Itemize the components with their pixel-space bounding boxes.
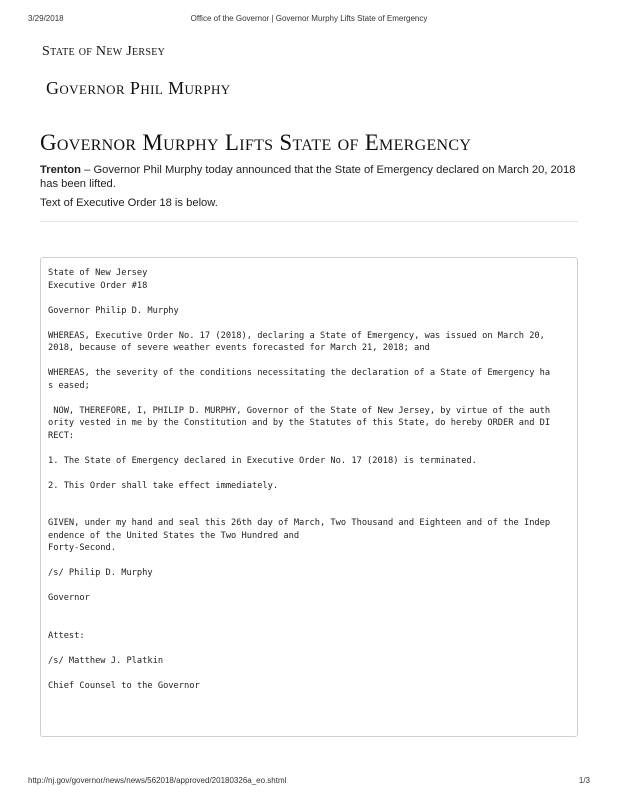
- order-line: 2. This Order shall take effect immediately.: [48, 480, 279, 491]
- executive-order-text-box: [40, 257, 578, 737]
- order-line: [48, 667, 570, 680]
- order-line: /s/ Philip D. Murphy: [48, 568, 153, 578]
- order-line: [48, 605, 570, 618]
- order-line: RECT:: [48, 430, 75, 441]
- article-lead: [40, 163, 580, 191]
- order-line: ority vested in me by the Constitution and by the Statutes of this State, do hereby ORDER and DI: [48, 418, 551, 428]
- order-line: [48, 555, 570, 568]
- order-line: [48, 392, 570, 405]
- order-line: WHEREAS, the severity of the conditions necessitating the declaration of a State of Emergency ha: [48, 368, 551, 378]
- print-page-title: Office of the Governor | Governor Murphy Lifts State of Emergency: [190, 14, 428, 23]
- order-line: [48, 642, 570, 655]
- order-line: [48, 580, 570, 593]
- order-line: 2018, because of severe weather events forecasted for March 21, 2018; and: [48, 343, 430, 353]
- order-line: Forty-Second.: [48, 543, 116, 553]
- print-footer: [28, 776, 590, 785]
- article-intro: Text of Executive Order 18 is below.: [40, 197, 218, 209]
- print-header: [28, 14, 590, 23]
- order-line: s eased;: [48, 380, 90, 391]
- governor-name-link[interactable]: Governor Phil Murphy: [46, 78, 231, 98]
- order-line: WHEREAS, Executive Order No. 17 (2018), declaring a State of Emergency, was issued on March 20,: [48, 330, 545, 341]
- order-line: /s/ Matthew J. Platkin: [48, 655, 164, 666]
- order-line: [48, 492, 570, 505]
- order-line: [48, 317, 570, 330]
- article-lead-text: – Governor Phil Murphy today announced that the State of Emergency declared on March 20, 2018 has been lifted.: [40, 164, 576, 190]
- order-line: Governor Philip D. Murphy: [48, 305, 179, 316]
- print-page-number: 1/3: [578, 776, 590, 785]
- print-url: http://nj.gov/governor/news/news/562018/approved/20180326a_eo.shtml: [28, 776, 287, 785]
- divider: [40, 221, 578, 222]
- site-name-link[interactable]: State of New Jersey: [42, 44, 166, 59]
- article-title: Governor Murphy Lifts State of Emergency: [40, 130, 472, 155]
- order-line: [48, 292, 570, 305]
- order-line: [48, 355, 570, 368]
- order-line: Governor: [48, 593, 90, 603]
- order-line: Attest:: [48, 630, 85, 641]
- article-dateline: Trenton: [40, 164, 82, 176]
- order-line: [48, 505, 570, 518]
- order-line: [48, 467, 570, 480]
- order-line: [48, 617, 570, 630]
- print-date: 3/29/2018: [28, 14, 64, 23]
- order-line: Chief Counsel to the Governor: [48, 680, 200, 691]
- order-line: NOW, THEREFORE, I, PHILIP D. MURPHY, Governor of the State of New Jersey, by virtue of the auth: [48, 405, 551, 416]
- order-line: endence of the United States the Two Hundred and: [48, 530, 300, 541]
- order-line: 1. The State of Emergency declared in Executive Order No. 17 (2018) is terminated.: [48, 455, 477, 466]
- order-line: Executive Order #18: [48, 280, 148, 291]
- order-line: GIVEN, under my hand and seal this 26th day of March, Two Thousand and Eighteen and of the Indep: [48, 518, 551, 528]
- order-line: State of New Jersey: [48, 268, 148, 278]
- order-line: [48, 442, 570, 455]
